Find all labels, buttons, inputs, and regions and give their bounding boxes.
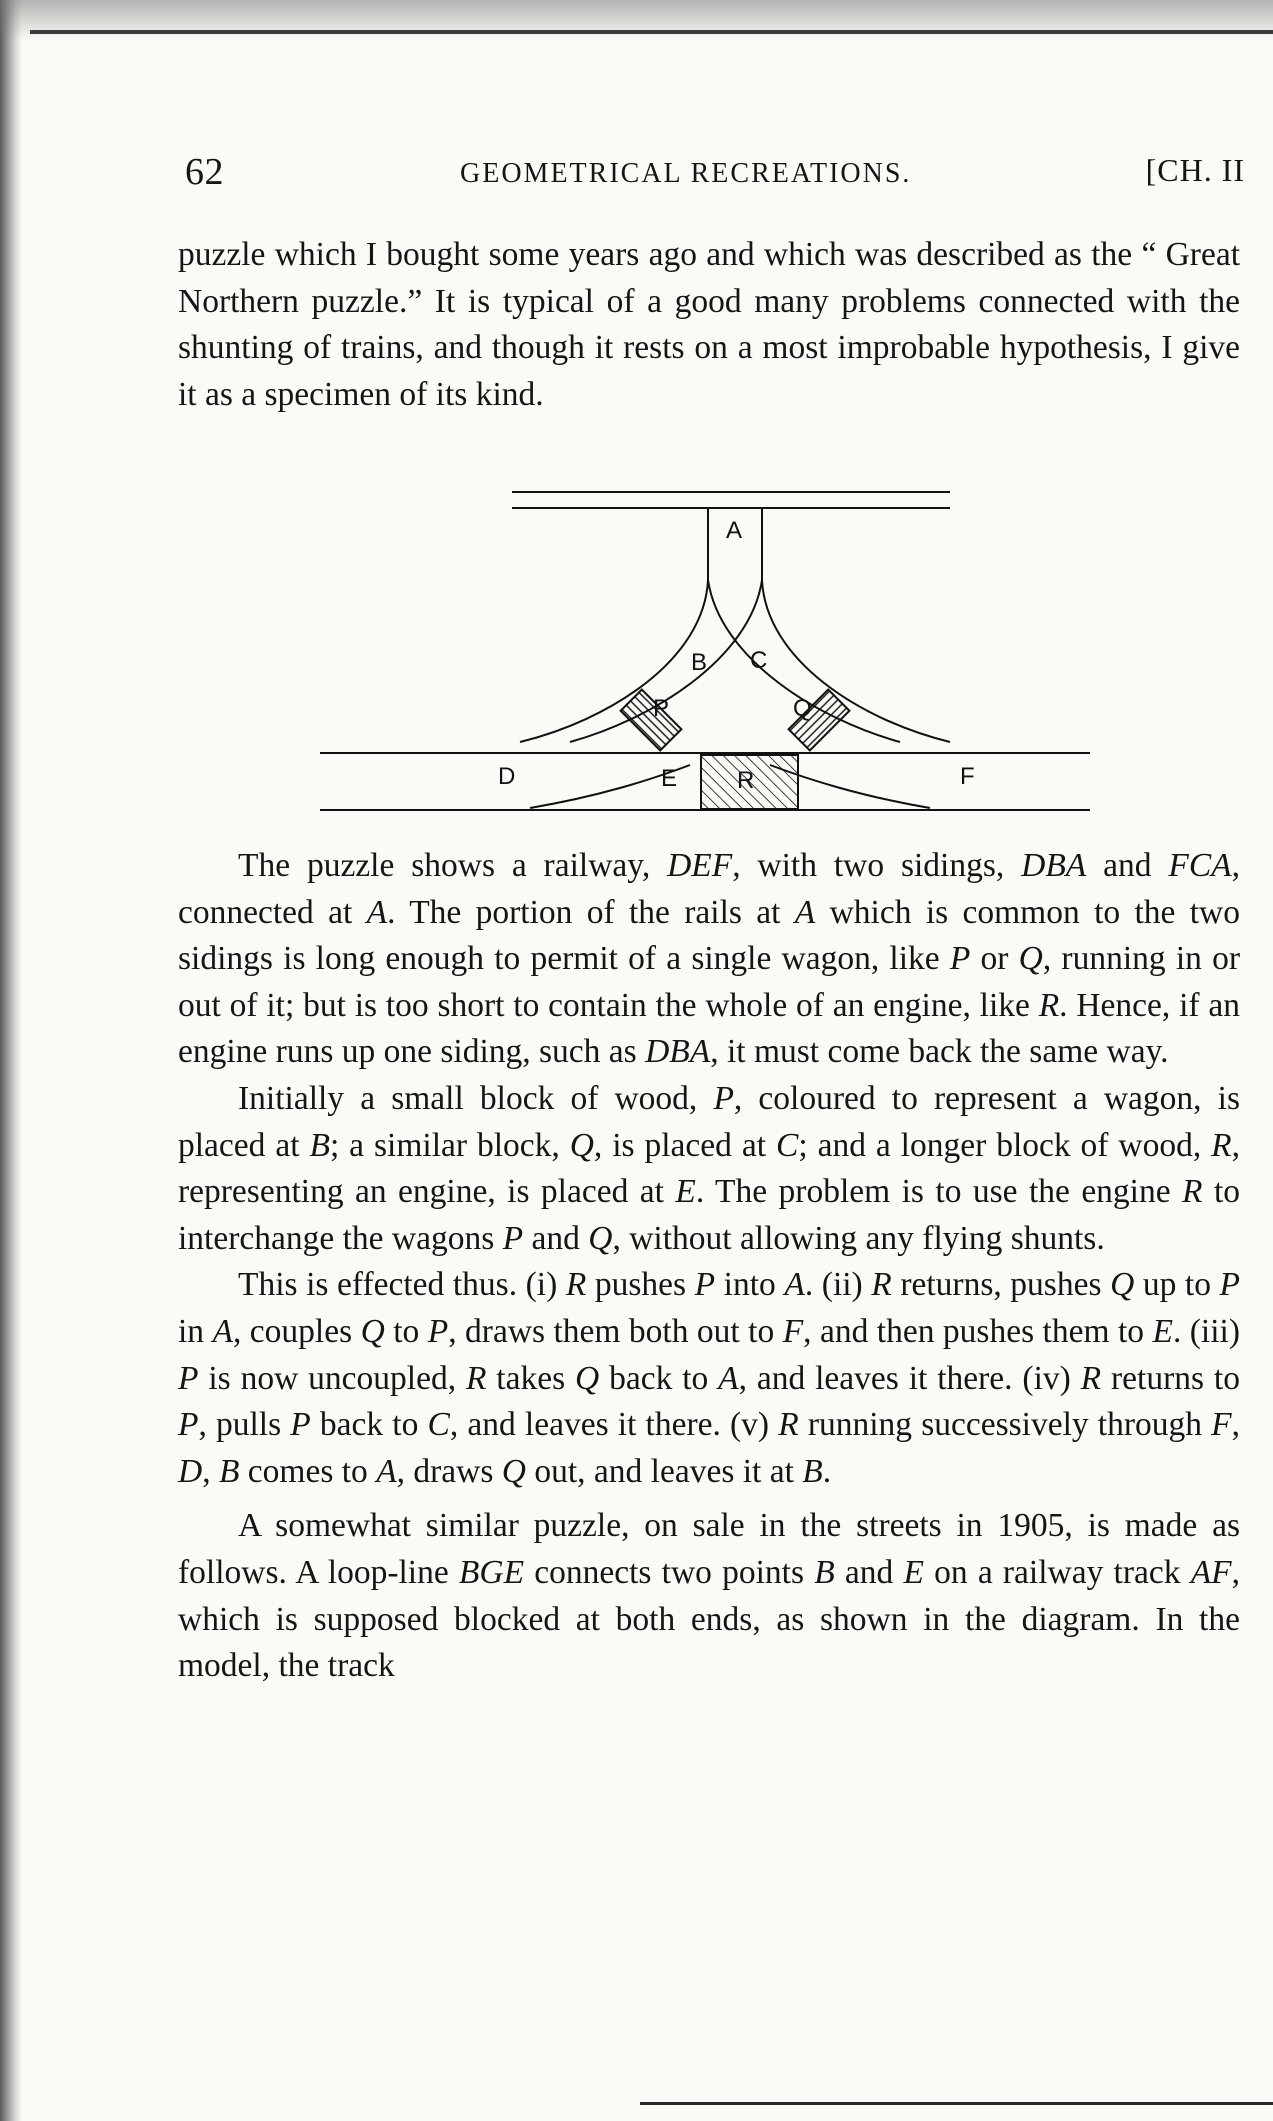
math-letter: A [794,893,816,931]
siding-fca-outer [762,580,950,742]
paragraph-1: The puzzle shows a railway, DEF, with two sidings, DBA and FCA, connected at A. The portion of the rails at A which is common to the two sidings is long enough to permit of a single wagon, like P or Q, running in or out of it; but is too short to contain the whole of an engine, like R. Hence, if an engine runs up one siding, such as DBA, it must come back the same way. [178,847,1241,1071]
math-letter: R [565,1266,587,1304]
math-letter: C [775,1126,799,1164]
math-letter: Q [360,1312,385,1350]
paragraph-4: A somewhat similar puzzle, on sale in the streets in 1905, is made as follows. A loop-line BGE connects two points B and E on a railway track AF, which is supposed blocked at both ends, as shown in the diagram. In the model, the track [178,1507,1240,1685]
math-letter: F [1211,1406,1232,1444]
math-letter: P [427,1312,449,1350]
math-letter: Q [569,1126,594,1164]
label-a: A [726,517,743,544]
math-letter: A [212,1312,233,1350]
paragraph-3: This is effected thus. (i) R pushes P into A. (ii) R returns, pushes Q up to P in A, couples Q to P, draws them both out to F, and then pushes them to E. (iii) P is now uncoupled, R takes Q back to A, and leaves it there. (iv) R returns to P, pulls P back to C, and leaves it there. (v) R running successively through F, D, B comes to A, draws Q out, and leaves it at B. [178,1266,1241,1490]
math-letter: B [802,1452,823,1490]
top-edge-rule [30,30,1273,34]
math-letter: R [1211,1126,1232,1164]
math-letter: Q [1018,940,1043,978]
page-number: 62 [185,151,224,193]
math-letter: P [949,940,971,978]
math-letter: DBA [1021,847,1087,884]
math-letter: B [218,1452,240,1490]
math-letter: DEF [667,847,733,884]
math-letter: R [465,1359,487,1397]
railway-diagram [300,480,1100,820]
page-header [180,150,1245,196]
math-letter: E [1152,1312,1173,1350]
math-letter: R [1080,1359,1102,1397]
math-letter: R [1038,986,1060,1024]
math-letter: Q [575,1359,600,1397]
wagon-p-block [621,690,682,751]
math-letter: P [290,1406,311,1444]
math-letter: R [1182,1173,1203,1211]
label-d: D [498,763,516,790]
math-letter: E [903,1553,924,1591]
body-text [178,843,1240,1690]
label-p: P [653,695,670,722]
intro-paragraph: puzzle which I bought some years ago and which was described as the “ Great Northern puzzle.” It is typical of a good many problems connected with the shunting of trains, and though it rests on a most improbable hypothesis, I give it as a specimen of its kind. [178,236,1240,413]
chapter-mark: [CH. II [1145,152,1245,188]
running-title: GEOMETRICAL RECREATIONS. [460,158,912,189]
scan-shadow-top [0,0,1273,40]
label-f: F [960,763,975,790]
math-letter: R [778,1406,799,1444]
math-letter: A [366,893,388,931]
math-letter: P [502,1219,524,1257]
math-letter: Q [588,1219,613,1257]
math-letter: R [871,1266,892,1304]
label-r: R [737,767,755,794]
math-letter: E [675,1173,696,1211]
math-letter: B [309,1126,330,1164]
math-letter: P [178,1359,199,1397]
label-c: C [750,647,768,674]
math-letter: B [814,1553,835,1591]
math-letter: F [782,1312,804,1350]
math-letter: DBA [645,1033,711,1071]
math-letter: A [718,1359,739,1397]
math-letter: Q [1110,1266,1135,1304]
label-e: E [661,765,678,792]
label-b: B [691,649,708,676]
math-letter: FCA [1168,847,1232,884]
math-letter: D [178,1452,203,1490]
math-letter: A [376,1452,397,1490]
label-q: Q [793,695,812,722]
math-letter: AF [1190,1553,1232,1591]
paragraph-2: Initially a small block of wood, P, coloured to represent a wagon, is placed at B; a similar block, Q, is placed at C; and a longer block of wood, R, representing an engine, is placed at E. The problem is to use the engine R to interchange the wagons P and Q, without allowing any flying shunts. [178,1079,1241,1257]
math-letter: P [713,1079,734,1117]
railway-diagram-svg [300,480,1100,820]
scan-shadow-left [0,0,22,2121]
math-letter: A [784,1266,805,1304]
math-letter: P [694,1266,716,1304]
intro-paragraph-block [178,232,1240,418]
bottom-edge-rule [640,2102,1273,2105]
math-letter: BGE [458,1553,525,1591]
math-letter: C [427,1406,450,1444]
math-letter: P [1219,1266,1241,1304]
math-letter: Q [501,1452,526,1490]
math-letter: P [178,1406,199,1444]
siding-dba-outer [520,580,708,742]
